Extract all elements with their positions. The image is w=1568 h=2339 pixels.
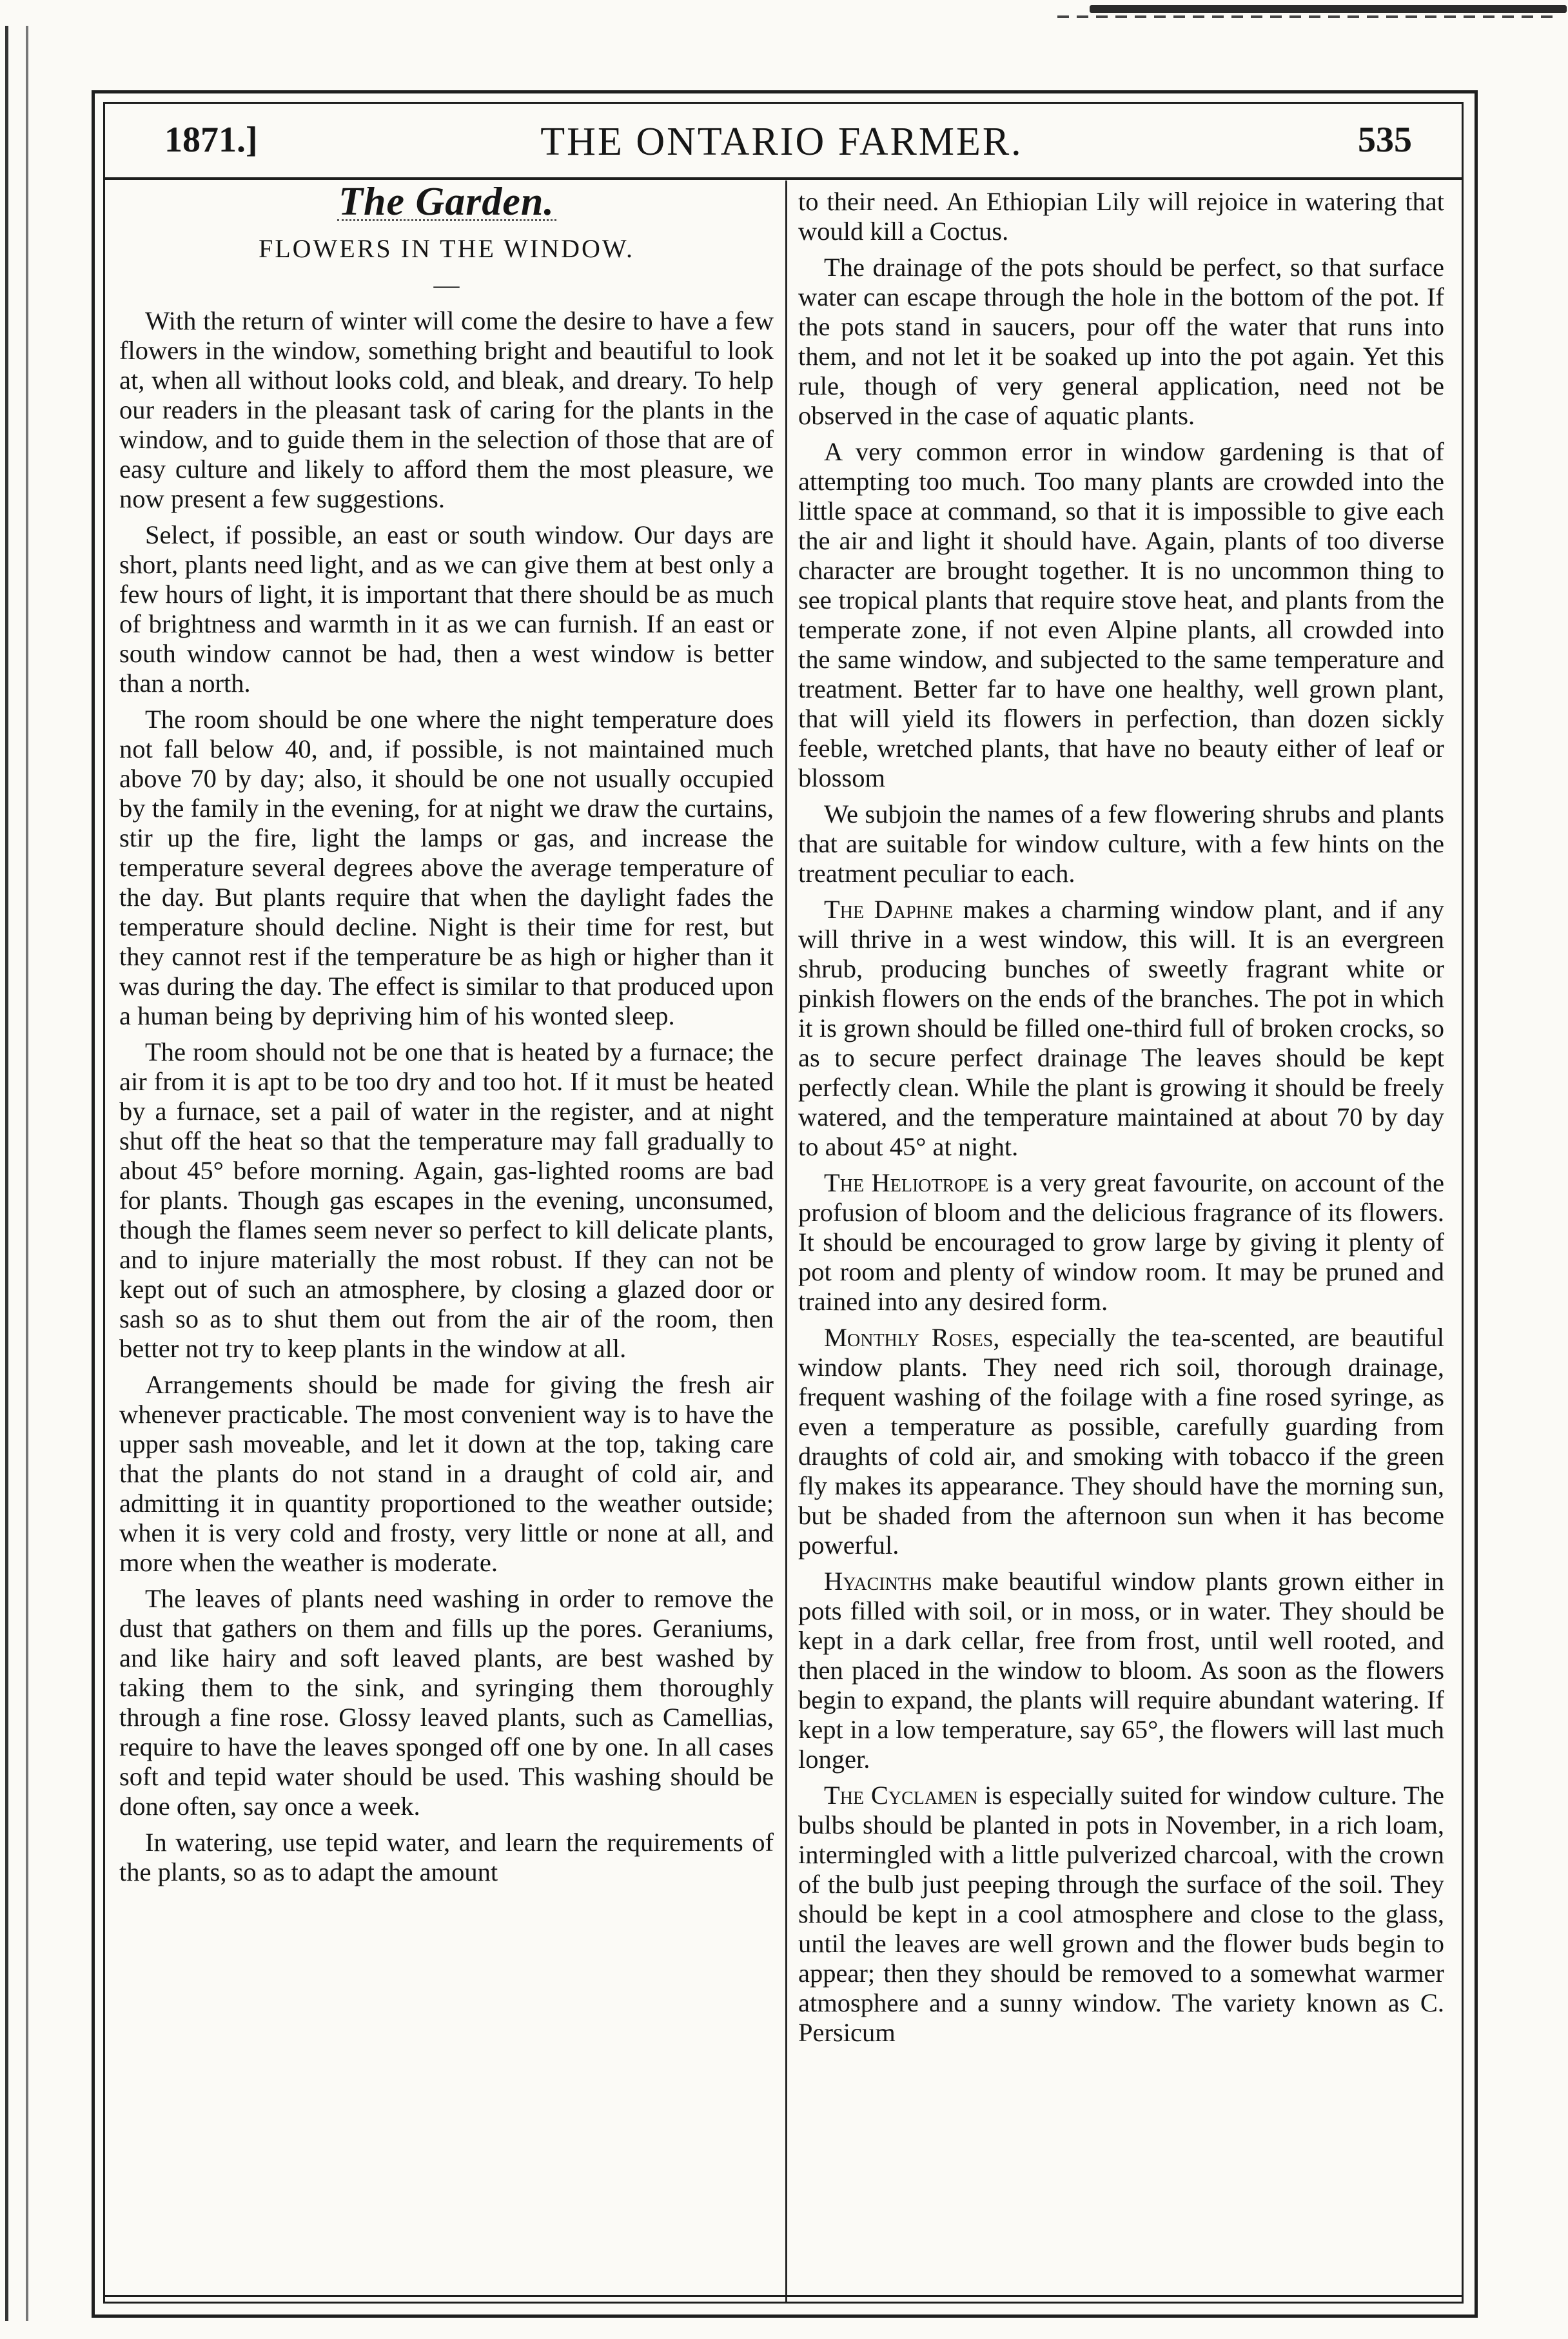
paragraph: Arrangements should be made for giving the fresh air whenever practicable. The most convenient way is to have the upper sash moveable, and let it down at the top, taking care that the plants do not stand in a draught of cold air, and admitting it in quantity proportioned to the weather outside; when it is very cold and frosty, very little or none at all, and more when the weather is moderate. <box>119 1370 774 1577</box>
plant-name-daphne: The Daphne <box>824 895 954 924</box>
plant-name-heliotrope: The Heliotrope <box>824 1168 989 1197</box>
right-column <box>798 187 1444 2295</box>
paragraph: The leaves of plants need washing in order to remove the dust that gathers on them and fills up the pores. Geraniums, and like hairy and soft leaved plants, are best washed by taking them to the sink, and syringing them thoroughly through a fine rose. Glossy leaved plants, such as Camellias, require to have the leaves sponged off one by one. In all cases soft and tepid water should be used. This washing should be done often, say once a week. <box>119 1584 774 1821</box>
paragraph: A very common error in window gardening is that of attempting too much. Too many plants are crowded into the little space at command, so that it is impossible to give each the air and light it should have. Again, plants of too diverse character are brought together. It is no uncommon thing to see tropical plants that require stove heat, and plants from the temperate zone, if not even Alpine plants, all crowded into the same window, and subjected to the same temperature and treatment. Better far to have one healthy, well grown plant, that will yield its flowers in perfection, than dozen sickly feeble, wretched plants, that have no beauty either of leaf or blossom <box>798 437 1444 792</box>
paragraph: Select, if possible, an east or south window. Our days are short, plants need light, and as we can give them at best only a few hours of light, it is important that there should be as much of brightness and warmth in it as we can furnish. If an east or south window cannot be had, then a west window is better than a north. <box>119 520 774 698</box>
paragraph-heliotrope <box>798 1168 1444 1316</box>
plant-text-hyacinths: make beautiful window plants grown either in pots filled with soil, or in moss, or in water. They should be kept in a dark cellar, free from frost, until well rooted, and then placed in the window to bloom. As soon as the flowers begin to expand, the plants will require abundant watering. If kept in a low temperature, say 65°, the flowers will last much longer. <box>798 1567 1444 1774</box>
header-rule <box>103 177 1464 180</box>
plant-name-roses: Monthly Roses <box>824 1323 994 1352</box>
column-divider <box>785 181 787 2302</box>
scan-artifact-left <box>5 26 8 2321</box>
paragraph: With the return of winter will come the desire to have a few flowers in the window, something bright and beautiful to look at, when all without looks cold, and bleak, and dreary. To help our readers in the pleasant task of caring for the plants in the window, and to guide them in the selection of those that are of easy culture and likely to afford them the most pleasure, we now present a few suggestions. <box>119 306 774 513</box>
paragraph-cyclamen <box>798 1781 1444 2048</box>
publication-title: THE ONTARIO FARMER. <box>540 120 1023 164</box>
paragraph: to their need. An Ethiopian Lily will rejoice in watering that would kill a Coctus. <box>798 187 1444 246</box>
plant-text-daphne: makes a charming window plant, and if any will thrive in a west window, this will. It is an evergreen shrub, producing bunches of sweetly fragrant white or pinkish flowers on the ends of the branches. The pot in which it is grown should be filled one-third full of broken crocks, so as to secure perfect drainage The leaves should be kept perfectly clean. While the plant is growing it should be freely watered, and the temperature maintained at about 70 by day to about 45° at night. <box>798 895 1444 1161</box>
page-number: 535 <box>1358 120 1412 160</box>
paragraph-daphne <box>798 895 1444 1162</box>
paragraph: We subjoin the names of a few flowering shrubs and plants that are suitable for window culture, with a few hints on the treatment peculiar to each. <box>798 799 1444 888</box>
paragraph: The room should not be one that is heated by a furnace; the air from it is apt to be too dry and too hot. If it must be heated by a furnace, set a pail of water in the register, and at night shut off the heat so that the temperature may fall gradually to about 45° before morning. Again, gas-lighted rooms are bad for plants. Though gas escapes in the evening, unconsumed, though the flames seem never so perfect to kill delicate plants, and to injure materially the most robust. If they can not be kept out of such an atmosphere, by closing a glazed door or sash so as to shut them out from the air of the room, then better not try to keep plants in the window at all. <box>119 1037 774 1363</box>
paragraph: The room should be one where the night temperature does not fall below 40, and, if possible, is not maintained much above 70 by day; also, it should be one not usually occupied by the family in the evening, for at night we draw the curtains, stir up the fire, light the lamps or gas, and increase the temperature several degrees above the average temperature of the day. But plants require that when the daylight fades the temperature should decline. Night is their time for rest, but they cannot rest if the temperature be as high or higher than it was during the day. The effect is similar to that produced upon a human being by depriving him of his wonted sleep. <box>119 705 774 1030</box>
scan-artifact-top-dashes <box>1057 15 1560 18</box>
paragraph-roses <box>798 1323 1444 1560</box>
page-header <box>113 106 1451 177</box>
plant-name-hyacinths: Hyacinths <box>824 1567 932 1596</box>
left-column <box>119 187 774 2295</box>
header-year: 1871.] <box>164 120 258 160</box>
title-separator: — <box>433 270 460 299</box>
bottom-rule <box>103 2295 1464 2297</box>
paragraph: The drainage of the pots should be perfect, so that surface water can escape through the hole in the bottom of the pot. If the pots stand in saucers, pour off the water that runs into them, and not let it be soaked up into the pot again. Yet this rule, though of very general application, need not be observed in the case of aquatic plants. <box>798 253 1444 430</box>
scan-artifact-top <box>1090 5 1567 13</box>
scan-artifact-left-2 <box>26 26 28 2321</box>
plant-text-heliotrope: is a very great favourite, on account of the profusion of bloom and the delicious fragrance of its flowers. It should be encouraged to grow large by giving it plenty of pot room and plenty of window room. It may be pruned and trained into any desired form. <box>798 1168 1444 1316</box>
plant-name-cyclamen: The Cyclamen <box>824 1781 978 1810</box>
plant-text-roses: , especially the tea-scented, are beautiful window plants. They need rich soil, thorough drainage, frequent washing of the foilage with a fine rosed syringe, as even a temperature as possible, carefully guarding from draughts of cold air, and smoking with tobacco if the green fly makes its appearance. They should have the morning sun, but be shaded from the afternoon sun when it has become powerful. <box>798 1323 1444 1560</box>
paragraph: In watering, use tepid water, and learn the requirements of the plants, so as to adapt the amount <box>119 1828 774 1886</box>
paragraph-hyacinths <box>798 1567 1444 1774</box>
article-title: FLOWERS IN THE WINDOW. <box>258 234 634 263</box>
section-heading: The Garden. <box>338 187 554 224</box>
plant-text-cyclamen: is especially suited for window culture. The bulbs should be planted in pots in November, in a rich loam, intermingled with a little pulverized charcoal, with the crown of the bulb just peeping through the surface of the soil. They should be kept in a cool atmosphere and close to the glass, until the leaves are well grown and the flower buds begin to appear; then they should be removed to a somewhat warmer atmosphere and a sunny window. The variety known as C. Persicum <box>798 1781 1444 2047</box>
